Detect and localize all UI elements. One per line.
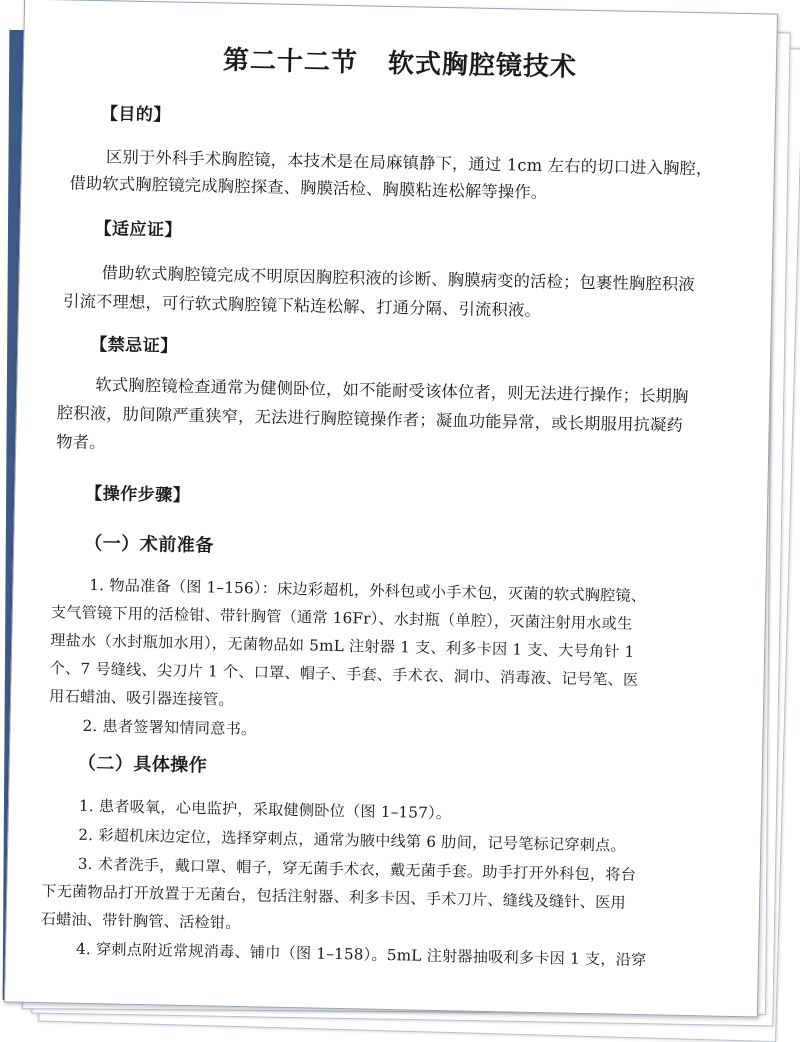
- prep-line: 2. 患者签署知情同意书。: [82, 716, 257, 739]
- contraindications-line: 物者。: [56, 432, 106, 453]
- prep-line: 1. 物品准备（图 1–156）：床边彩超机，外科包或小手术包，灭菌的软式胸腔镜、: [89, 575, 647, 606]
- indications-line: 借助软式胸腔镜完成不明原因胸腔积液的诊断、胸膜病变的活检；包裹性胸腔积液: [101, 263, 696, 295]
- heading-purpose: 【目的】: [100, 104, 172, 126]
- heading-procedure: （二）具体操作: [77, 752, 208, 777]
- heading-indications: 【适应证】: [94, 218, 183, 241]
- prep-line: 用石蜡油、吸引器连接管。: [48, 687, 234, 709]
- heading-steps: 【操作步骤】: [85, 483, 191, 506]
- contraindications-line: 腔积液，肋间隙严重狭窄，无法进行胸腔镜操作者；凝血功能异常，或长期服用抗凝药: [56, 403, 684, 435]
- heading-prep: （一）术前准备: [84, 532, 214, 557]
- purpose-line: 区别于外科手术胸腔镜，本技术是在局麻镇静下，通过 1cm 左右的切口进入胸腔，: [105, 147, 713, 179]
- indications-line: 引流不理想，可行软式胸腔镜下粘连松解、打通分隔、引流积液。: [62, 291, 542, 320]
- procedure-line: 下无菌物品打开放置于无菌台，包括注射器、利多卡因、手术刀片、缝线及缝针、医用: [41, 882, 627, 912]
- prep-line: 理盐水（水封瓶加水用），无菌物品如 5mL 注射器 1 支、利多卡因 1 支、大号角针 1: [50, 631, 635, 661]
- page-title: [24, 36, 777, 88]
- prep-line: 支气管镜下用的活检钳、带针胸管（通常 16Fr）、水封瓶（单腔），灭菌注射用水或生: [50, 603, 633, 633]
- document-page: [4, 0, 778, 1017]
- procedure-line: 2. 彩超机床边定位，选择穿刺点，通常为腋中线第 6 肋间，记号笔标记穿刺点。: [78, 825, 627, 855]
- procedure-line: 4. 穿刺点附近常规消毒、铺巾（图 1–158）。5mL 注射器抽吸利多卡因 1 支，沿穿: [75, 939, 647, 970]
- contraindications-line: 软式胸腔镜检查通常为健侧卧位，如不能耐受该体位者，则无法进行操作；长期胸: [95, 375, 689, 406]
- procedure-line: 石蜡油、带针胸管、活检钳。: [40, 910, 241, 933]
- procedure-line: 1. 患者吸氧，心电监护，采取健侧卧位（图 1–157）。: [78, 796, 452, 823]
- section-number: 第二十二节: [222, 45, 359, 79]
- heading-contraindications: 【禁忌证】: [90, 334, 178, 357]
- section-name: 软式胸腔镜技术: [387, 48, 578, 83]
- prep-line: 个、7 号缝线、尖刀片 1 个、口罩、帽子、手套、手术衣、洞巾、消毒液、记号笔、医: [49, 659, 639, 689]
- procedure-line: 3. 术者洗手，戴口罩、帽子，穿无菌手术衣，戴无菌手套。助手打开外科包，将台: [77, 854, 637, 884]
- purpose-line: 借助软式胸腔镜完成胸腔探查、胸膜活检、胸膜粘连松解等操作。: [69, 173, 548, 203]
